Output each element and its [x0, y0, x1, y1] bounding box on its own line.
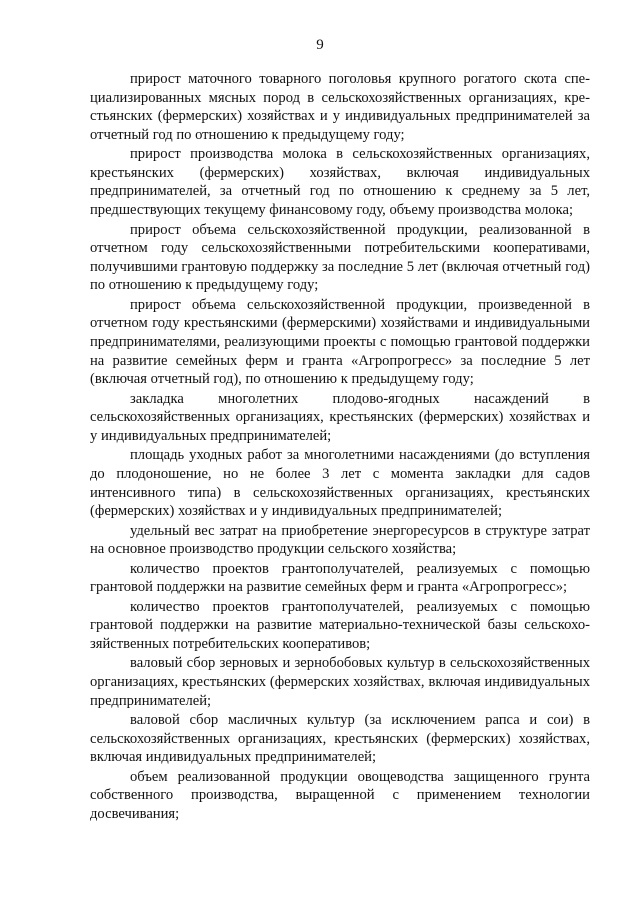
paragraph-4: прирост объема сельскохозяйственной продукции, произведенной в отчетном году крестьянскими (фермерскими) хозяйствами и индивидуальными предпринимателями, реализующими проекты с помощью грантовой поддержки на развитие семейных ферм и гранта «Агропрогресс» за последние 5 лет (включая отчетный год), по отношению к предыдущему году; — [90, 296, 590, 388]
paragraph-8: количество проектов грантополучателей, реализуемых с помощью грантовой поддержки на развитие семейных ферм и гранта «Агропрогресс»; — [90, 560, 590, 596]
paragraph-5: закладка многолетних плодово-ягодных насаждений в сельскохозяйственных организациях, крестьянских (фермерских) хозяйствах и у индивидуальных предпринимателей; — [90, 390, 590, 444]
paragraph-9: количество проектов грантополучателей, реализуемых с помощью грантовой поддержки на развитие материально-технической базы сельскохозяйственных потребительских кооперативов; — [90, 598, 590, 652]
page-number: 9 — [316, 37, 324, 53]
paragraph-3: прирост объема сельскохозяйственной продукции, реализованной в отчетном году сельскохозяйственными потребительскими кооперативами, получившими грантовую поддержку за последние 5 лет (включая отчетный год) по отношению к предыдущему году; — [90, 221, 590, 294]
paragraph-1: прирост маточного товарного поголовья крупного рогатого скота специализированных мясных пород в сельскохозяйственных организациях, крестьянских (фермерских) хозяйствах и у индивидуальных предпринимателей за отчетный год по отношению к предыдущему году; — [90, 71, 590, 143]
document-body — [90, 70, 590, 824]
paragraph-11: валовой сбор масличных культур (за исключением рапса и сои) в сельскохозяйственных организациях, крестьянских (фермерских) хозяйствах, включая индивидуальных предпринимателей; — [90, 712, 590, 766]
paragraph-2: прирост производства молока в сельскохозяйственных организациях, крестьянских (фермерских) хозяйствах, включая индивидуальных предпринимателей, за отчетный год по отношению к среднему за 5 лет, предшествующих текущему финансовому году, объему производства молока; — [90, 146, 590, 219]
paragraph-12: объем реализованной продукции овощеводства защищенного грунта собственного производства, выращенной с применением технологии досвечивания; — [90, 768, 590, 822]
paragraph-10: валовый сбор зерновых и зернобобовых культур в сельскохозяйственных организациях, крестьянских (фермерских хозяйствах, включая индивидуальных предпринимателей; — [90, 655, 590, 709]
paragraph-7: удельный вес затрат на приобретение энергоресурсов в структуре затрат на основное производство продукции сельского хозяйства; — [90, 522, 590, 558]
paragraph-6: площадь уходных работ за многолетними насаждениями (до вступления до плодоношение, но не более 3 лет с момента закладки для садов интенсивного типа) в сельскохозяйственных организациях, крестьянских (фермерских) хозяйствах и у индивидуальных предпринимателей; — [90, 447, 590, 520]
